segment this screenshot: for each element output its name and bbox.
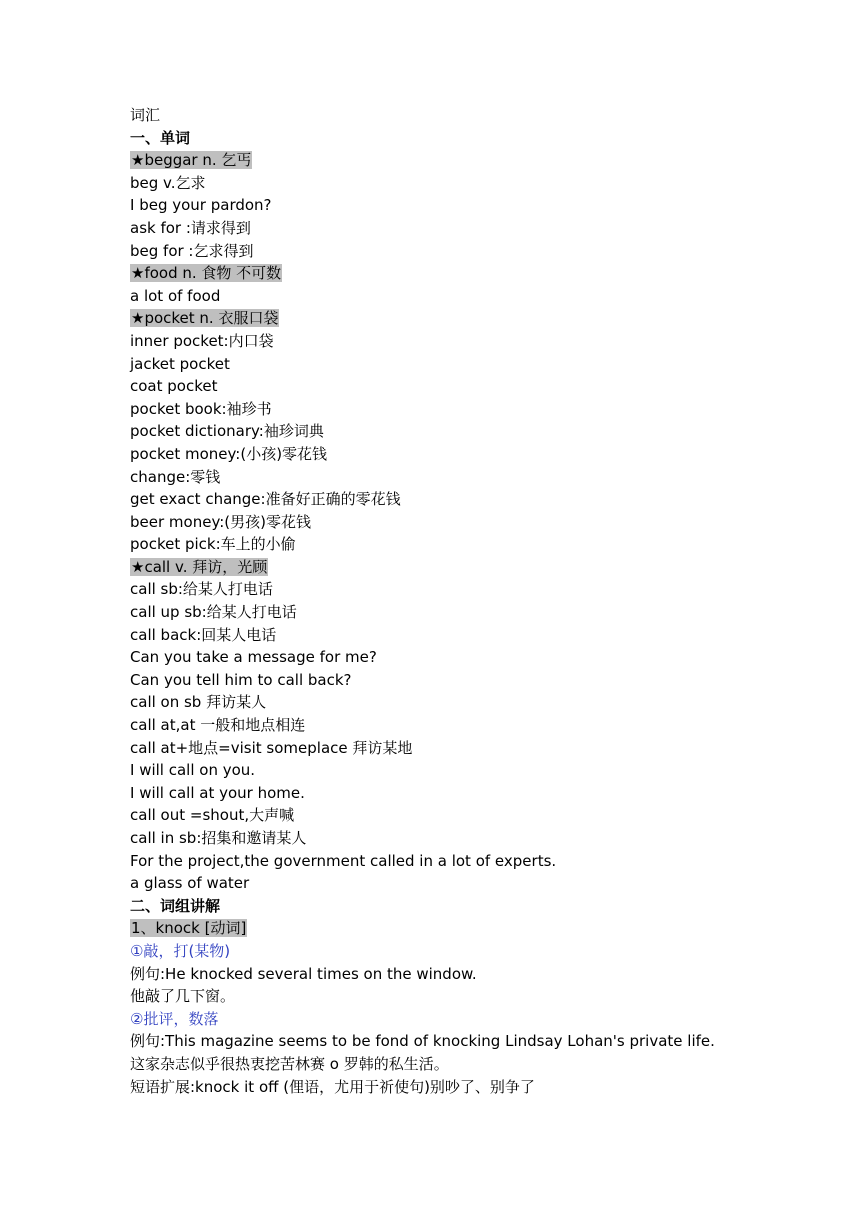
document-line bbox=[130, 217, 810, 240]
highlighted-entry: ★call v. 拜访，光顾 bbox=[131, 557, 268, 576]
document-line bbox=[130, 691, 810, 714]
document-line bbox=[130, 466, 810, 489]
line-text: 词汇 bbox=[130, 106, 161, 124]
line-text: get exact change:准备好正确的零花钱 bbox=[130, 490, 401, 509]
document-line bbox=[130, 353, 810, 376]
document-line bbox=[130, 330, 810, 353]
line-text: I will call at your home. bbox=[130, 783, 305, 802]
highlighted-entry: ★beggar n. 乞丐 bbox=[131, 151, 252, 170]
document-line bbox=[130, 827, 810, 850]
document-line bbox=[130, 872, 810, 895]
document-line bbox=[130, 420, 810, 443]
document-line bbox=[130, 804, 810, 827]
highlighted-entry: 1、knock [动词] bbox=[131, 919, 247, 938]
section-heading: 二、词组讲解 bbox=[130, 896, 221, 915]
document-line bbox=[130, 985, 810, 1008]
line-text: call on sb 拜访某人 bbox=[130, 693, 267, 712]
document-line bbox=[130, 127, 810, 150]
section-heading: 一、单词 bbox=[130, 128, 191, 147]
line-text: beg v.乞求 bbox=[130, 173, 206, 192]
document-line bbox=[130, 488, 810, 511]
line-text: Can you tell him to call back? bbox=[130, 670, 352, 689]
line-text: 他敲了几下窗。 bbox=[130, 987, 236, 1006]
document-line bbox=[130, 375, 810, 398]
sense-label: ①敲，打(某物) bbox=[130, 941, 231, 960]
document-line bbox=[130, 646, 810, 669]
line-text: call at+地点=visit someplace 拜访某地 bbox=[130, 738, 413, 757]
document-line bbox=[130, 240, 810, 263]
document-line bbox=[130, 1008, 810, 1031]
document-line bbox=[130, 759, 810, 782]
line-text: 例句:He knocked several times on the window. bbox=[130, 964, 477, 983]
line-text: Can you take a message for me? bbox=[130, 648, 377, 667]
line-text: beer money:(男孩)零花钱 bbox=[130, 512, 311, 531]
document-line bbox=[130, 194, 810, 217]
document-line bbox=[130, 917, 810, 940]
line-text: call out =shout,大声喊 bbox=[130, 806, 295, 825]
document-line bbox=[130, 556, 810, 579]
line-text: beg for :乞求得到 bbox=[130, 241, 254, 260]
line-text: change:零钱 bbox=[130, 467, 221, 486]
line-text: 例句:This magazine seems to be fond of knocking Lindsay Lohan's private life. bbox=[130, 1032, 715, 1051]
line-text: call back:回某人电话 bbox=[130, 625, 277, 644]
highlighted-entry: ★pocket n. 衣服口袋 bbox=[131, 309, 279, 328]
line-text: 这家杂志似乎很热衷挖苦林赛 o 罗韩的私生活。 bbox=[130, 1054, 449, 1073]
line-text: a lot of food bbox=[130, 286, 221, 305]
document-line bbox=[130, 398, 810, 421]
line-text: I beg your pardon? bbox=[130, 196, 272, 215]
document-line bbox=[130, 963, 810, 986]
line-text: For the project,the government called in a lot of experts. bbox=[130, 851, 557, 870]
line-text: call in sb:招集和邀请某人 bbox=[130, 829, 307, 847]
document-line bbox=[130, 285, 810, 308]
line-text: ask for :请求得到 bbox=[130, 218, 251, 237]
line-text: pocket money:(小孩)零花钱 bbox=[130, 444, 328, 463]
document-line bbox=[130, 601, 810, 624]
document-line bbox=[130, 511, 810, 534]
document-line bbox=[130, 443, 810, 466]
document-body bbox=[130, 104, 810, 1098]
document-line bbox=[130, 782, 810, 805]
line-text: inner pocket:内口袋 bbox=[130, 331, 274, 350]
document-line bbox=[130, 149, 810, 172]
line-text: call up sb:给某人打电话 bbox=[130, 603, 297, 622]
line-text: coat pocket bbox=[130, 377, 218, 396]
highlighted-entry: ★food n. 食物 不可数 bbox=[131, 264, 282, 283]
document-line bbox=[130, 669, 810, 692]
document-line bbox=[130, 104, 810, 127]
line-text: call at,at 一般和地点相连 bbox=[130, 716, 306, 735]
document-line bbox=[130, 895, 810, 918]
line-text: pocket pick:车上的小偷 bbox=[130, 535, 296, 554]
document-line bbox=[130, 850, 810, 873]
document-line bbox=[130, 307, 810, 330]
document-line bbox=[130, 624, 810, 647]
sense-label: ②批评，数落 bbox=[130, 1009, 219, 1028]
document-line bbox=[130, 1076, 810, 1099]
document-line bbox=[130, 714, 810, 737]
document-line bbox=[130, 737, 810, 760]
line-text: I will call on you. bbox=[130, 761, 256, 780]
line-text: 短语扩展:knock it off (俚语，尤用于祈使句)别吵了、别争了 bbox=[130, 1077, 535, 1096]
document-line bbox=[130, 533, 810, 556]
line-text: pocket dictionary:袖珍词典 bbox=[130, 422, 324, 441]
line-text: a glass of water bbox=[130, 874, 250, 893]
line-text: pocket book:袖珍书 bbox=[130, 399, 272, 418]
document-line bbox=[130, 940, 810, 963]
document-line bbox=[130, 1053, 810, 1076]
document-line bbox=[130, 172, 810, 195]
line-text: jacket pocket bbox=[130, 354, 230, 373]
document-line bbox=[130, 578, 810, 601]
document-line bbox=[130, 262, 810, 285]
document-line bbox=[130, 1030, 810, 1053]
line-text: call sb:给某人打电话 bbox=[130, 580, 273, 599]
